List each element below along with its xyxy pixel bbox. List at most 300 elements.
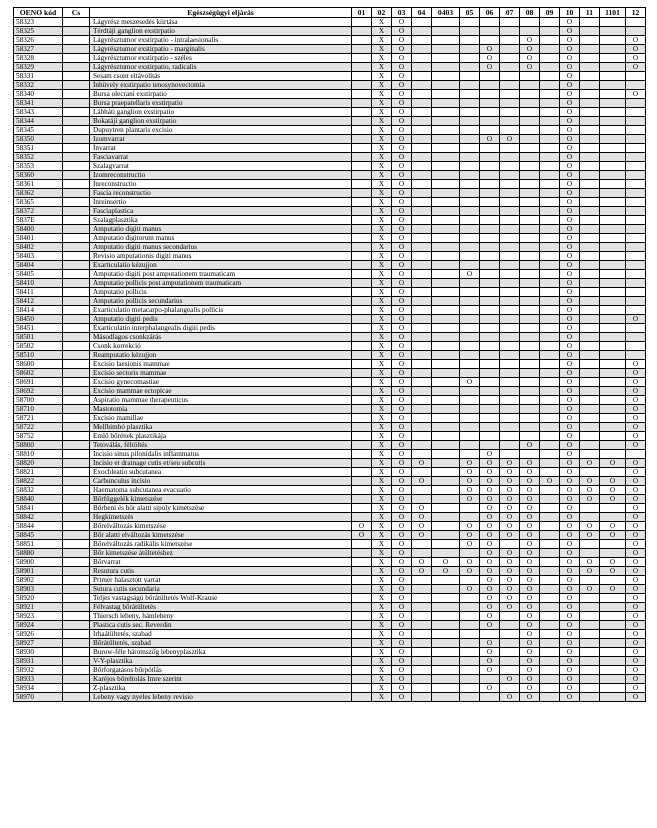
- mark-cell: X: [372, 504, 392, 513]
- mark-cell: [540, 432, 560, 441]
- mark-cell: [432, 414, 460, 423]
- mark-cell: O: [560, 63, 580, 72]
- mark-cell: O: [560, 468, 580, 477]
- mark-cell: [580, 279, 600, 288]
- mark-cell: O: [392, 108, 412, 117]
- mark-cell: [352, 486, 372, 495]
- mark-cell: O: [520, 540, 540, 549]
- procedure-name: Resutura cutis: [90, 567, 352, 576]
- mark-cell: [600, 153, 626, 162]
- cs-cell: [63, 513, 90, 522]
- procedure-name: Izomvarrat: [90, 135, 352, 144]
- mark-cell: [540, 306, 560, 315]
- cs-cell: [63, 396, 90, 405]
- mark-cell: [432, 666, 460, 675]
- mark-cell: [460, 198, 480, 207]
- mark-cell: O: [412, 459, 432, 468]
- mark-cell: [432, 234, 460, 243]
- procedure-name: Félvastag bőrátültetés: [90, 603, 352, 612]
- cs-cell: [63, 81, 90, 90]
- mark-cell: O: [626, 36, 646, 45]
- mark-cell: O: [560, 270, 580, 279]
- mark-cell: O: [560, 558, 580, 567]
- mark-cell: [352, 36, 372, 45]
- mark-cell: O: [560, 306, 580, 315]
- mark-cell: [480, 432, 500, 441]
- mark-cell: [600, 99, 626, 108]
- mark-cell: [460, 423, 480, 432]
- mark-cell: O: [392, 513, 412, 522]
- mark-cell: O: [560, 693, 580, 702]
- mark-cell: X: [372, 522, 392, 531]
- procedure-name: Exarticulatio metacarpo-phalangealis pollicis: [90, 306, 352, 315]
- mark-cell: [540, 441, 560, 450]
- mark-cell: [626, 243, 646, 252]
- mark-cell: [626, 216, 646, 225]
- mark-cell: [352, 198, 372, 207]
- mark-cell: O: [392, 432, 412, 441]
- procedure-name: V-Y-plasztika: [90, 657, 352, 666]
- procedure-code: 58344: [14, 117, 63, 126]
- mark-cell: [580, 306, 600, 315]
- mark-cell: O: [392, 684, 412, 693]
- cs-cell: [63, 378, 90, 387]
- mark-cell: X: [372, 558, 392, 567]
- mark-cell: [500, 27, 520, 36]
- mark-cell: [500, 432, 520, 441]
- cs-cell: [63, 117, 90, 126]
- mark-cell: [500, 252, 520, 261]
- mark-cell: O: [520, 495, 540, 504]
- mark-cell: X: [372, 594, 392, 603]
- mark-cell: [600, 594, 626, 603]
- mark-cell: [540, 450, 560, 459]
- mark-cell: [432, 189, 460, 198]
- mark-cell: X: [372, 468, 392, 477]
- mark-cell: O: [626, 621, 646, 630]
- mark-cell: O: [392, 99, 412, 108]
- procedure-code: 58933: [14, 675, 63, 684]
- mark-cell: [500, 630, 520, 639]
- mark-cell: [432, 603, 460, 612]
- cs-cell: [63, 63, 90, 72]
- mark-cell: O: [560, 171, 580, 180]
- mark-cell: O: [560, 459, 580, 468]
- procedure-name: Ínreinsertio: [90, 198, 352, 207]
- mark-cell: [580, 513, 600, 522]
- mark-cell: O: [480, 603, 500, 612]
- mark-cell: O: [560, 126, 580, 135]
- mark-cell: [432, 81, 460, 90]
- procedure-code: 58845: [14, 531, 63, 540]
- mark-cell: [600, 324, 626, 333]
- table-row: [14, 351, 646, 360]
- procedure-code: 58923: [14, 612, 63, 621]
- mark-cell: [500, 387, 520, 396]
- procedure-code: 58365: [14, 198, 63, 207]
- mark-cell: [580, 414, 600, 423]
- mark-cell: [460, 360, 480, 369]
- cs-cell: [63, 486, 90, 495]
- mark-cell: [500, 234, 520, 243]
- mark-cell: O: [560, 117, 580, 126]
- mark-cell: O: [520, 648, 540, 657]
- mark-cell: [600, 603, 626, 612]
- table-row: [14, 27, 646, 36]
- mark-cell: O: [520, 693, 540, 702]
- mark-cell: [432, 270, 460, 279]
- mark-cell: O: [480, 585, 500, 594]
- procedure-name: Sutura cutis secundaria: [90, 585, 352, 594]
- cs-cell: [63, 576, 90, 585]
- mark-cell: O: [500, 549, 520, 558]
- table-row: [14, 261, 646, 270]
- mark-cell: [460, 108, 480, 117]
- column-header: 07: [500, 8, 520, 18]
- column-header: 09: [540, 8, 560, 18]
- mark-cell: [500, 315, 520, 324]
- mark-cell: X: [372, 495, 392, 504]
- mark-cell: [432, 72, 460, 81]
- mark-cell: [460, 576, 480, 585]
- mark-cell: [412, 369, 432, 378]
- cs-cell: [63, 450, 90, 459]
- mark-cell: O: [626, 414, 646, 423]
- procedure-code: 58510: [14, 351, 63, 360]
- mark-cell: [412, 279, 432, 288]
- mark-cell: O: [500, 531, 520, 540]
- table-row: [14, 639, 646, 648]
- mark-cell: O: [560, 153, 580, 162]
- mark-cell: [600, 423, 626, 432]
- cs-cell: [63, 657, 90, 666]
- mark-cell: [500, 216, 520, 225]
- mark-cell: O: [520, 45, 540, 54]
- table-row: [14, 288, 646, 297]
- table-row: [14, 207, 646, 216]
- mark-cell: X: [372, 567, 392, 576]
- mark-cell: O: [560, 90, 580, 99]
- mark-cell: [352, 243, 372, 252]
- mark-cell: [600, 513, 626, 522]
- procedure-code: 58326: [14, 36, 63, 45]
- cs-cell: [63, 180, 90, 189]
- mark-cell: O: [392, 477, 412, 486]
- mark-cell: [500, 621, 520, 630]
- mark-cell: [460, 45, 480, 54]
- cs-cell: [63, 306, 90, 315]
- mark-cell: [540, 315, 560, 324]
- mark-cell: [460, 450, 480, 459]
- mark-cell: [540, 216, 560, 225]
- table-row: [14, 108, 646, 117]
- mark-cell: [540, 486, 560, 495]
- cs-cell: [63, 288, 90, 297]
- procedure-code: 58405: [14, 270, 63, 279]
- mark-cell: O: [392, 288, 412, 297]
- table-row: [14, 135, 646, 144]
- mark-cell: [580, 207, 600, 216]
- mark-cell: [540, 666, 560, 675]
- mark-cell: O: [626, 486, 646, 495]
- table-row: [14, 540, 646, 549]
- mark-cell: [432, 486, 460, 495]
- mark-cell: O: [600, 522, 626, 531]
- mark-cell: [480, 117, 500, 126]
- mark-cell: [540, 297, 560, 306]
- procedure-code: 58924: [14, 621, 63, 630]
- mark-cell: [540, 396, 560, 405]
- mark-cell: [352, 261, 372, 270]
- procedure-code: 58844: [14, 522, 63, 531]
- mark-cell: [480, 180, 500, 189]
- mark-cell: [520, 198, 540, 207]
- mark-cell: [460, 369, 480, 378]
- mark-cell: [432, 108, 460, 117]
- mark-cell: [480, 171, 500, 180]
- mark-cell: O: [560, 99, 580, 108]
- table-row: [14, 90, 646, 99]
- mark-cell: [352, 369, 372, 378]
- mark-cell: [600, 54, 626, 63]
- mark-cell: [412, 225, 432, 234]
- mark-cell: [352, 135, 372, 144]
- mark-cell: O: [500, 135, 520, 144]
- mark-cell: [580, 657, 600, 666]
- mark-cell: X: [372, 621, 392, 630]
- mark-cell: [460, 387, 480, 396]
- mark-cell: X: [372, 162, 392, 171]
- mark-cell: [540, 180, 560, 189]
- mark-cell: X: [372, 99, 392, 108]
- mark-cell: O: [500, 468, 520, 477]
- mark-cell: [500, 270, 520, 279]
- mark-cell: [352, 675, 372, 684]
- mark-cell: [626, 162, 646, 171]
- mark-cell: [626, 153, 646, 162]
- mark-cell: [540, 144, 560, 153]
- mark-cell: O: [432, 558, 460, 567]
- mark-cell: [480, 270, 500, 279]
- mark-cell: [540, 360, 560, 369]
- mark-cell: [500, 648, 520, 657]
- mark-cell: [600, 189, 626, 198]
- mark-cell: O: [520, 621, 540, 630]
- mark-cell: [352, 441, 372, 450]
- mark-cell: X: [372, 657, 392, 666]
- mark-cell: O: [392, 567, 412, 576]
- mark-cell: [580, 666, 600, 675]
- mark-cell: [626, 135, 646, 144]
- mark-cell: [480, 387, 500, 396]
- mark-cell: [540, 657, 560, 666]
- mark-cell: O: [560, 81, 580, 90]
- mark-cell: O: [520, 567, 540, 576]
- mark-cell: O: [392, 594, 412, 603]
- mark-cell: [626, 306, 646, 315]
- table-row: [14, 441, 646, 450]
- mark-cell: [626, 333, 646, 342]
- mark-cell: [412, 684, 432, 693]
- mark-cell: [412, 180, 432, 189]
- mark-cell: [626, 171, 646, 180]
- procedure-name: Ínreconstructio: [90, 180, 352, 189]
- mark-cell: [432, 432, 460, 441]
- header-row: [14, 8, 646, 18]
- mark-cell: [600, 135, 626, 144]
- mark-cell: [626, 225, 646, 234]
- mark-cell: O: [560, 234, 580, 243]
- procedure-code: 58343: [14, 108, 63, 117]
- mark-cell: [600, 639, 626, 648]
- mark-cell: O: [480, 63, 500, 72]
- mark-cell: [626, 108, 646, 117]
- mark-cell: [412, 144, 432, 153]
- mark-cell: O: [392, 549, 412, 558]
- mark-cell: [580, 315, 600, 324]
- mark-cell: X: [372, 612, 392, 621]
- mark-cell: [352, 90, 372, 99]
- mark-cell: O: [600, 477, 626, 486]
- mark-cell: [500, 423, 520, 432]
- mark-cell: [460, 351, 480, 360]
- mark-cell: [520, 261, 540, 270]
- mark-cell: [432, 468, 460, 477]
- mark-cell: [460, 315, 480, 324]
- mark-cell: [352, 45, 372, 54]
- mark-cell: [600, 63, 626, 72]
- mark-cell: O: [520, 585, 540, 594]
- mark-cell: [540, 126, 560, 135]
- mark-cell: [500, 36, 520, 45]
- mark-cell: [500, 405, 520, 414]
- mark-cell: [480, 279, 500, 288]
- table-row: [14, 315, 646, 324]
- mark-cell: [460, 513, 480, 522]
- mark-cell: [460, 243, 480, 252]
- mark-cell: [520, 387, 540, 396]
- mark-cell: [352, 225, 372, 234]
- mark-cell: O: [580, 531, 600, 540]
- mark-cell: [626, 99, 646, 108]
- mark-cell: O: [500, 558, 520, 567]
- cs-cell: [63, 216, 90, 225]
- mark-cell: O: [520, 63, 540, 72]
- procedure-name: Burow-féle háromszög lebenyplasztika: [90, 648, 352, 657]
- mark-cell: O: [626, 549, 646, 558]
- mark-cell: [520, 378, 540, 387]
- mark-cell: [460, 171, 480, 180]
- mark-cell: [352, 18, 372, 27]
- mark-cell: [600, 693, 626, 702]
- mark-cell: [460, 279, 480, 288]
- mark-cell: [480, 441, 500, 450]
- table-row: [14, 45, 646, 54]
- mark-cell: O: [580, 477, 600, 486]
- mark-cell: [600, 405, 626, 414]
- table-row: [14, 657, 646, 666]
- mark-cell: [600, 261, 626, 270]
- procedure-name: Ínvarrat: [90, 144, 352, 153]
- cs-cell: [63, 666, 90, 675]
- mark-cell: [540, 189, 560, 198]
- procedure-name: Lebeny vagy nyeles lebeny revisio: [90, 693, 352, 702]
- mark-cell: O: [626, 576, 646, 585]
- mark-cell: [626, 261, 646, 270]
- mark-cell: [480, 207, 500, 216]
- mark-cell: O: [560, 369, 580, 378]
- mark-cell: O: [392, 54, 412, 63]
- mark-cell: O: [560, 378, 580, 387]
- mark-cell: [600, 144, 626, 153]
- mark-cell: [432, 171, 460, 180]
- mark-cell: O: [392, 396, 412, 405]
- mark-cell: [412, 261, 432, 270]
- mark-cell: O: [560, 216, 580, 225]
- cs-cell: [63, 252, 90, 261]
- mark-cell: O: [392, 45, 412, 54]
- cs-cell: [63, 315, 90, 324]
- mark-cell: O: [480, 495, 500, 504]
- mark-cell: O: [600, 486, 626, 495]
- mark-cell: O: [460, 585, 480, 594]
- mark-cell: [432, 639, 460, 648]
- table-row: [14, 333, 646, 342]
- mark-cell: O: [560, 414, 580, 423]
- mark-cell: X: [372, 315, 392, 324]
- mark-cell: [580, 342, 600, 351]
- mark-cell: [600, 216, 626, 225]
- procedure-name: Bursa praepatellaris exstirpatio: [90, 99, 352, 108]
- mark-cell: [412, 486, 432, 495]
- mark-cell: O: [500, 513, 520, 522]
- mark-cell: O: [392, 693, 412, 702]
- mark-cell: O: [460, 558, 480, 567]
- mark-cell: [352, 585, 372, 594]
- mark-cell: O: [580, 522, 600, 531]
- procedure-code: 58927: [14, 639, 63, 648]
- cs-cell: [63, 495, 90, 504]
- mark-cell: [412, 81, 432, 90]
- mark-cell: [600, 675, 626, 684]
- mark-cell: [540, 675, 560, 684]
- mark-cell: [500, 90, 520, 99]
- mark-cell: [412, 387, 432, 396]
- mark-cell: [580, 126, 600, 135]
- procedure-name: Irhaátültetés, szabad: [90, 630, 352, 639]
- mark-cell: [412, 243, 432, 252]
- mark-cell: [500, 324, 520, 333]
- mark-cell: [352, 459, 372, 468]
- procedure-name: Primer halasztott varrat: [90, 576, 352, 585]
- mark-cell: X: [372, 324, 392, 333]
- mark-cell: [500, 279, 520, 288]
- procedure-name: Exochleatio subcutanea: [90, 468, 352, 477]
- mark-cell: [352, 621, 372, 630]
- procedure-name: Bokatáji ganglion exstirpatio: [90, 117, 352, 126]
- mark-cell: [432, 621, 460, 630]
- mark-cell: [352, 54, 372, 63]
- mark-cell: [540, 612, 560, 621]
- mark-cell: [432, 297, 460, 306]
- procedure-name: Bőrfüggelék kimetszése: [90, 495, 352, 504]
- mark-cell: [460, 180, 480, 189]
- table-row: [14, 18, 646, 27]
- mark-cell: [580, 432, 600, 441]
- mark-cell: O: [560, 567, 580, 576]
- procedure-name: Bőrelváltozás kimetszése: [90, 522, 352, 531]
- mark-cell: O: [560, 387, 580, 396]
